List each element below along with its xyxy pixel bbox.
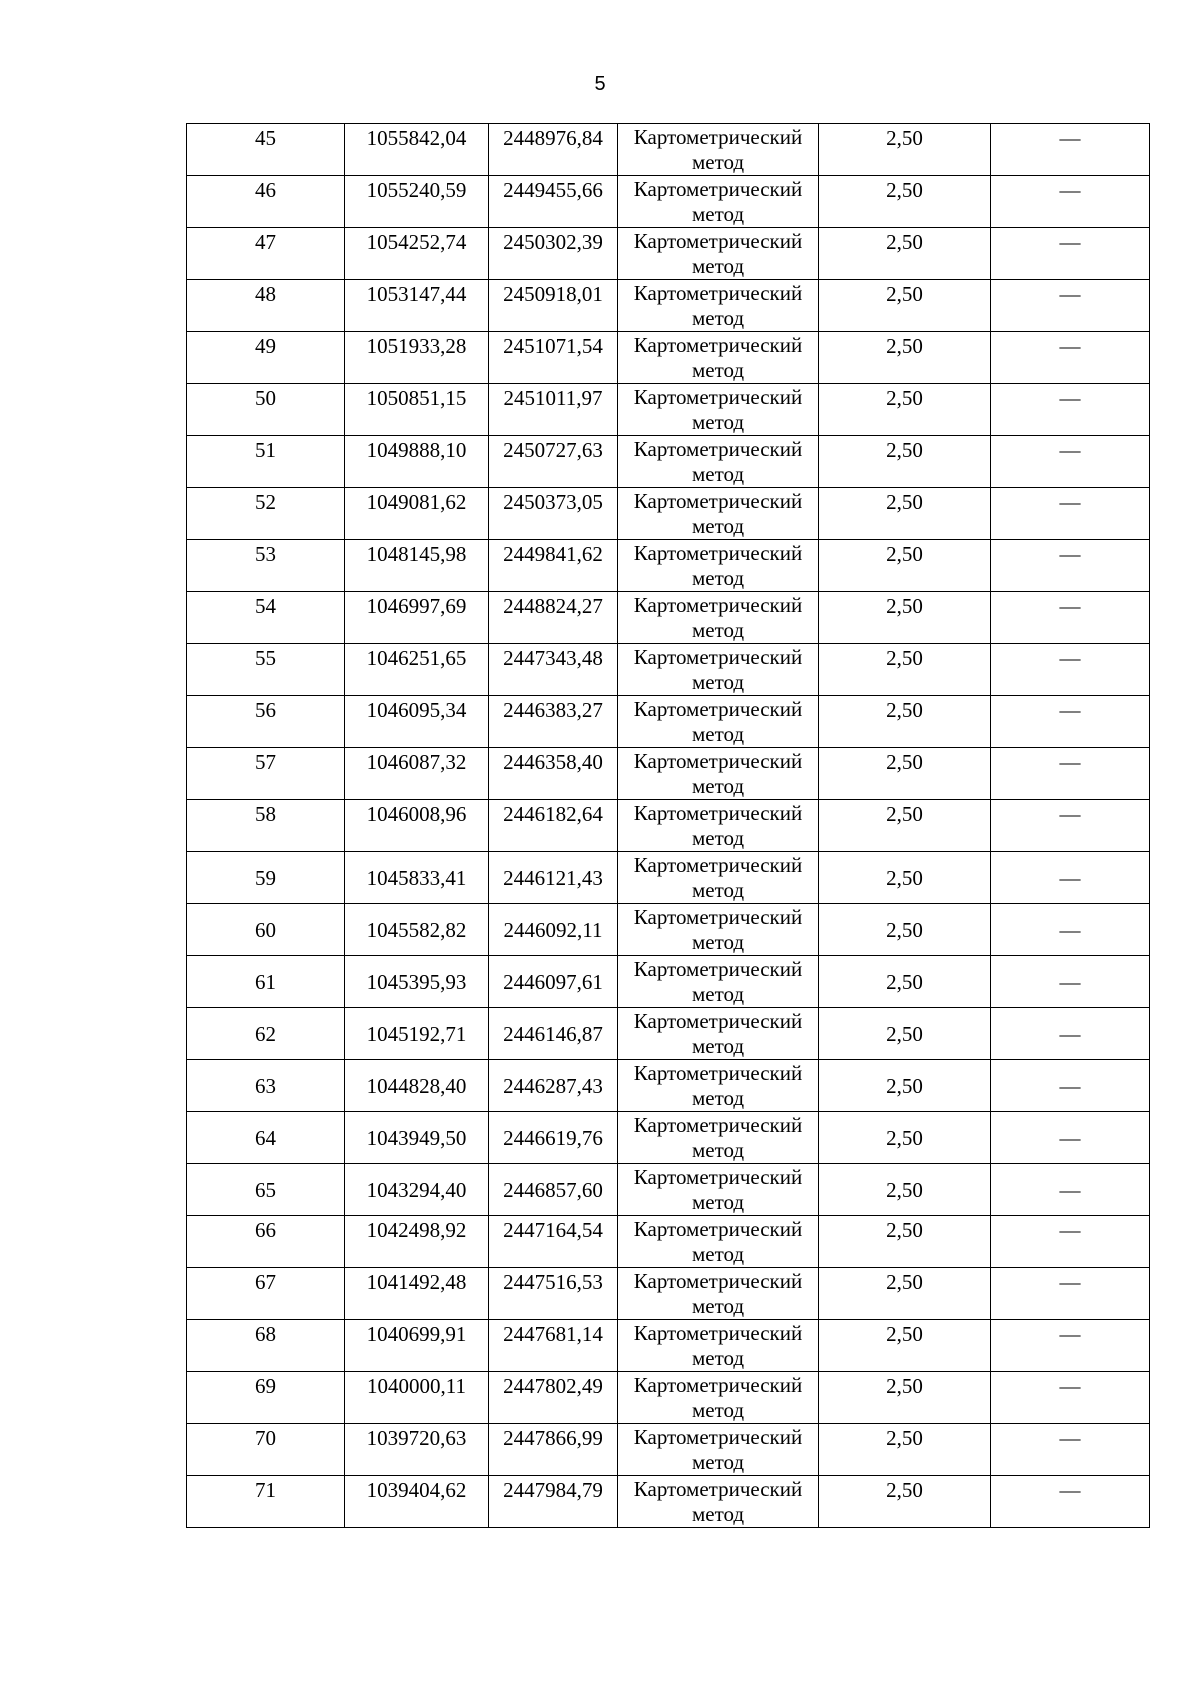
method-line-2: метод [691,1034,745,1058]
x-coordinate-cell: 1040699,91 [345,1320,489,1372]
table-row [187,800,1150,852]
point-number-cell: 56 [187,696,345,748]
y-coordinate-cell: 2449455,66 [489,176,618,228]
table-row [187,124,1150,176]
x-coordinate-cell: 1055842,04 [345,124,489,176]
table-row [187,592,1150,644]
point-number-cell: 45 [187,124,345,176]
point-number-cell: 48 [187,280,345,332]
method-line-1: Картометрический [633,1269,803,1293]
accuracy-cell: 2,50 [819,592,991,644]
table-row [187,852,1150,904]
accuracy-cell: 2,50 [819,124,991,176]
note-cell: — [991,436,1150,488]
method-cell [618,280,819,332]
method-line-1: Картометрический [633,593,803,617]
method-cell [618,1112,819,1164]
accuracy-cell: 2,50 [819,540,991,592]
method-line-2: метод [691,254,745,278]
note-cell: — [991,800,1150,852]
method-cell [618,1424,819,1476]
method-line-2: метод [691,670,745,694]
note-cell: — [991,384,1150,436]
note-cell: — [991,1372,1150,1424]
method-cell [618,644,819,696]
y-coordinate-cell: 2447802,49 [489,1372,618,1424]
method-line-1: Картометрический [633,697,803,721]
x-coordinate-cell: 1044828,40 [345,1060,489,1112]
note-cell: — [991,852,1150,904]
x-coordinate-cell: 1041492,48 [345,1268,489,1320]
y-coordinate-cell: 2446097,61 [489,956,618,1008]
method-line-1: Картометрический [633,385,803,409]
method-line-1: Картометрический [633,1165,803,1189]
note-cell: — [991,1268,1150,1320]
method-cell [618,1476,819,1528]
method-line-2: метод [691,774,745,798]
accuracy-cell: 2,50 [819,228,991,280]
accuracy-cell: 2,50 [819,852,991,904]
y-coordinate-cell: 2446857,60 [489,1164,618,1216]
x-coordinate-cell: 1045395,93 [345,956,489,1008]
method-line-1: Картометрический [633,333,803,357]
note-cell: — [991,748,1150,800]
note-cell: — [991,904,1150,956]
method-line-2: метод [691,410,745,434]
method-line-2: метод [691,566,745,590]
x-coordinate-cell: 1049888,10 [345,436,489,488]
accuracy-cell: 2,50 [819,1476,991,1528]
coordinates-table [186,123,1150,1528]
x-coordinate-cell: 1055240,59 [345,176,489,228]
x-coordinate-cell: 1039404,62 [345,1476,489,1528]
accuracy-cell: 2,50 [819,904,991,956]
table-row [187,280,1150,332]
method-line-2: метод [691,1086,745,1110]
note-cell: — [991,696,1150,748]
y-coordinate-cell: 2447866,99 [489,1424,618,1476]
accuracy-cell: 2,50 [819,1112,991,1164]
accuracy-cell: 2,50 [819,332,991,384]
method-line-2: метод [691,1138,745,1162]
x-coordinate-cell: 1046087,32 [345,748,489,800]
x-coordinate-cell: 1048145,98 [345,540,489,592]
y-coordinate-cell: 2451011,97 [489,384,618,436]
table-row [187,1216,1150,1268]
accuracy-cell: 2,50 [819,280,991,332]
y-coordinate-cell: 2447984,79 [489,1476,618,1528]
x-coordinate-cell: 1046008,96 [345,800,489,852]
method-cell [618,488,819,540]
method-line-1: Картометрический [633,229,803,253]
method-cell [618,384,819,436]
x-coordinate-cell: 1053147,44 [345,280,489,332]
method-line-2: метод [691,930,745,954]
point-number-cell: 50 [187,384,345,436]
accuracy-cell: 2,50 [819,384,991,436]
x-coordinate-cell: 1050851,15 [345,384,489,436]
table-row [187,436,1150,488]
method-line-2: метод [691,1294,745,1318]
method-cell [618,1320,819,1372]
table-row [187,540,1150,592]
x-coordinate-cell: 1046251,65 [345,644,489,696]
note-cell: — [991,176,1150,228]
note-cell: — [991,1424,1150,1476]
y-coordinate-cell: 2446383,27 [489,696,618,748]
point-number-cell: 70 [187,1424,345,1476]
point-number-cell: 61 [187,956,345,1008]
method-line-1: Картометрический [633,1061,803,1085]
accuracy-cell: 2,50 [819,1372,991,1424]
point-number-cell: 71 [187,1476,345,1528]
method-cell [618,176,819,228]
method-cell [618,1060,819,1112]
point-number-cell: 47 [187,228,345,280]
point-number-cell: 49 [187,332,345,384]
table-row [187,1008,1150,1060]
method-line-2: метод [691,202,745,226]
note-cell: — [991,488,1150,540]
method-line-1: Картометрический [633,1373,803,1397]
accuracy-cell: 2,50 [819,488,991,540]
method-cell [618,800,819,852]
method-line-1: Картометрический [633,1477,803,1501]
y-coordinate-cell: 2448976,84 [489,124,618,176]
point-number-cell: 67 [187,1268,345,1320]
method-line-1: Картометрический [633,541,803,565]
x-coordinate-cell: 1051933,28 [345,332,489,384]
method-line-1: Картометрический [633,1113,803,1137]
table-row [187,176,1150,228]
note-cell: — [991,644,1150,696]
table-row [187,1476,1150,1528]
accuracy-cell: 2,50 [819,800,991,852]
method-cell [618,332,819,384]
note-cell: — [991,1112,1150,1164]
point-number-cell: 66 [187,1216,345,1268]
point-number-cell: 58 [187,800,345,852]
method-cell [618,1216,819,1268]
y-coordinate-cell: 2448824,27 [489,592,618,644]
table-row [187,384,1150,436]
accuracy-cell: 2,50 [819,644,991,696]
accuracy-cell: 2,50 [819,1268,991,1320]
note-cell: — [991,332,1150,384]
point-number-cell: 64 [187,1112,345,1164]
method-line-2: метод [691,826,745,850]
page-number: 5 [594,73,606,95]
y-coordinate-cell: 2449841,62 [489,540,618,592]
y-coordinate-cell: 2450302,39 [489,228,618,280]
accuracy-cell: 2,50 [819,436,991,488]
method-line-2: метод [691,1502,745,1526]
point-number-cell: 60 [187,904,345,956]
y-coordinate-cell: 2446121,43 [489,852,618,904]
method-line-1: Картометрический [633,125,803,149]
table-row [187,1164,1150,1216]
point-number-cell: 51 [187,436,345,488]
method-cell [618,904,819,956]
method-cell [618,592,819,644]
method-line-2: метод [691,514,745,538]
method-line-1: Картометрический [633,749,803,773]
note-cell: — [991,1216,1150,1268]
method-line-1: Картометрический [633,1425,803,1449]
method-line-1: Картометрический [633,281,803,305]
note-cell: — [991,280,1150,332]
x-coordinate-cell: 1049081,62 [345,488,489,540]
table-row [187,644,1150,696]
x-coordinate-cell: 1042498,92 [345,1216,489,1268]
accuracy-cell: 2,50 [819,1164,991,1216]
method-line-2: метод [691,1450,745,1474]
table-row [187,488,1150,540]
method-line-2: метод [691,618,745,642]
accuracy-cell: 2,50 [819,956,991,1008]
method-line-2: метод [691,1346,745,1370]
y-coordinate-cell: 2447343,48 [489,644,618,696]
method-line-1: Картометрический [633,177,803,201]
x-coordinate-cell: 1045582,82 [345,904,489,956]
y-coordinate-cell: 2446358,40 [489,748,618,800]
y-coordinate-cell: 2446619,76 [489,1112,618,1164]
table-row [187,1112,1150,1164]
method-line-1: Картометрический [633,1217,803,1241]
point-number-cell: 63 [187,1060,345,1112]
method-cell [618,1268,819,1320]
method-line-1: Картометрический [633,957,803,981]
method-cell [618,228,819,280]
y-coordinate-cell: 2446092,11 [489,904,618,956]
table-row [187,1424,1150,1476]
point-number-cell: 53 [187,540,345,592]
point-number-cell: 54 [187,592,345,644]
y-coordinate-cell: 2446182,64 [489,800,618,852]
point-number-cell: 57 [187,748,345,800]
note-cell: — [991,592,1150,644]
method-cell [618,956,819,1008]
accuracy-cell: 2,50 [819,1424,991,1476]
method-line-1: Картометрический [633,437,803,461]
table-row [187,1372,1150,1424]
method-line-2: метод [691,1242,745,1266]
x-coordinate-cell: 1045192,71 [345,1008,489,1060]
method-line-2: метод [691,1398,745,1422]
method-cell [618,852,819,904]
method-line-2: метод [691,306,745,330]
accuracy-cell: 2,50 [819,176,991,228]
note-cell: — [991,228,1150,280]
note-cell: — [991,1008,1150,1060]
y-coordinate-cell: 2450918,01 [489,280,618,332]
method-line-2: метод [691,1190,745,1214]
table-row [187,1268,1150,1320]
point-number-cell: 65 [187,1164,345,1216]
method-cell [618,436,819,488]
table-row [187,696,1150,748]
method-cell [618,124,819,176]
x-coordinate-cell: 1043294,40 [345,1164,489,1216]
table-row [187,1060,1150,1112]
x-coordinate-cell: 1045833,41 [345,852,489,904]
note-cell: — [991,540,1150,592]
accuracy-cell: 2,50 [819,1216,991,1268]
y-coordinate-cell: 2446146,87 [489,1008,618,1060]
coordinates-table-body [187,124,1150,1528]
method-line-2: метод [691,150,745,174]
method-cell [618,748,819,800]
accuracy-cell: 2,50 [819,696,991,748]
method-cell [618,696,819,748]
x-coordinate-cell: 1040000,11 [345,1372,489,1424]
table-row [187,748,1150,800]
method-cell [618,1372,819,1424]
note-cell: — [991,1476,1150,1528]
x-coordinate-cell: 1043949,50 [345,1112,489,1164]
point-number-cell: 52 [187,488,345,540]
note-cell: — [991,124,1150,176]
method-line-2: метод [691,878,745,902]
method-cell [618,540,819,592]
point-number-cell: 55 [187,644,345,696]
table-row [187,332,1150,384]
method-line-1: Картометрический [633,1009,803,1033]
point-number-cell: 68 [187,1320,345,1372]
note-cell: — [991,956,1150,1008]
point-number-cell: 62 [187,1008,345,1060]
x-coordinate-cell: 1039720,63 [345,1424,489,1476]
x-coordinate-cell: 1046997,69 [345,592,489,644]
note-cell: — [991,1164,1150,1216]
table-row [187,904,1150,956]
method-line-1: Картометрический [633,853,803,877]
table-row [187,228,1150,280]
y-coordinate-cell: 2450373,05 [489,488,618,540]
method-line-2: метод [691,722,745,746]
point-number-cell: 59 [187,852,345,904]
y-coordinate-cell: 2451071,54 [489,332,618,384]
accuracy-cell: 2,50 [819,1008,991,1060]
y-coordinate-cell: 2447516,53 [489,1268,618,1320]
y-coordinate-cell: 2447681,14 [489,1320,618,1372]
method-line-1: Картометрический [633,489,803,513]
method-line-1: Картометрический [633,801,803,825]
point-number-cell: 69 [187,1372,345,1424]
method-line-1: Картометрический [633,1321,803,1345]
method-line-1: Картометрический [633,905,803,929]
table-row [187,1320,1150,1372]
accuracy-cell: 2,50 [819,748,991,800]
y-coordinate-cell: 2450727,63 [489,436,618,488]
x-coordinate-cell: 1046095,34 [345,696,489,748]
accuracy-cell: 2,50 [819,1060,991,1112]
method-line-2: метод [691,982,745,1006]
point-number-cell: 46 [187,176,345,228]
note-cell: — [991,1060,1150,1112]
accuracy-cell: 2,50 [819,1320,991,1372]
method-line-1: Картометрический [633,645,803,669]
x-coordinate-cell: 1054252,74 [345,228,489,280]
method-line-2: метод [691,462,745,486]
method-cell [618,1164,819,1216]
table-row [187,956,1150,1008]
method-line-2: метод [691,358,745,382]
y-coordinate-cell: 2447164,54 [489,1216,618,1268]
method-cell [618,1008,819,1060]
note-cell: — [991,1320,1150,1372]
y-coordinate-cell: 2446287,43 [489,1060,618,1112]
